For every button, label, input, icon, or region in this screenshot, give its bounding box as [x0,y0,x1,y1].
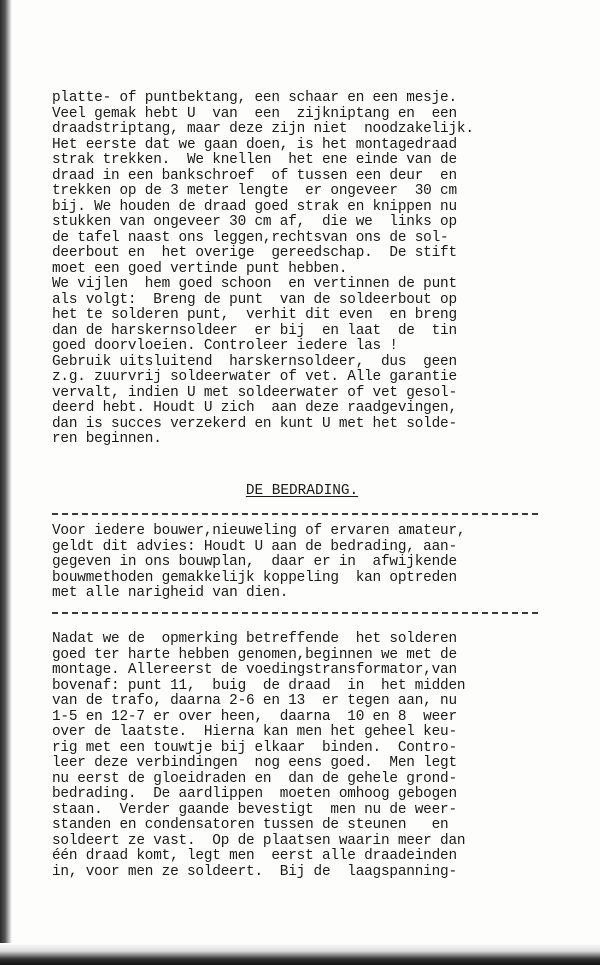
text-line: bedrading. De aardlippen moeten omhoog gebogen [52,786,457,802]
section-heading [52,483,552,499]
advice-top-dashed-rule [52,513,538,515]
text-line: met alle narigheid van dien. [52,585,289,601]
text-line: draadstriptang, maar deze zijn niet noodzakelijk. [52,121,474,137]
text-line: staan. Verder gaande bevestigt men nu de weer- [52,801,457,818]
text-line: stukken van ongeveer 30 cm af, die we links op [52,214,457,230]
text-line: als volgt: Breng de punt van de soldeerbout op [52,291,457,308]
section-heading-text: DE BEDRADING. [245,483,359,499]
text-line: van de trafo, daarna 2-6 en 13 er tegen aan, nu [52,693,457,709]
text-line: nu eerst de gloeidraden en dan de gehele grond- [52,770,457,787]
text-line: bovenaf: punt 11, buig de draad in het midden [52,677,466,694]
text-line: deerd hebt. Houdt U zich aan deze raadgevingen, [52,400,457,416]
text-line: goed ter harte hebben genomen,beginnen we met de [52,646,457,663]
text-line: dan is succes verzekerd en kunt U met het solde- [52,415,457,432]
text-line: leer deze verbindingen nog eens goed. Men legt [52,755,457,771]
text-line: de tafel naast ons leggen,rechtsvan ons de sol- [52,229,449,246]
text-line: in, voor men ze soldeert. Bij de laagspanning- [52,863,457,880]
text-line: over de laatste. Hierna kan men het geheel keu- [52,724,457,740]
text-line: Gebruik uitsluitend harskernsoldeer, dus geen [52,353,457,370]
text-line: één draad komt, legt men eerst alle draadeinden [52,848,457,864]
text-line: rig met een touwtje bij elkaar binden. Contro- [52,739,457,756]
text-line: moet een goed vertinde punt hebben. [52,260,348,277]
text-line: bij. We houden de draad goed strak en knippen nu [52,198,457,215]
text-line: Nadat we de opmerking betreffende het solderen [52,631,457,647]
text-line: 1-5 en 12-7 er over heen, daarna 10 en 8 weer [52,708,457,725]
text-line: trekken op de 3 meter lengte er ongeveer 30 cm [52,183,457,199]
text-line: dan de harskernsoldeer er bij en laat de tin [52,322,457,339]
text-line: We vijlen hem goed schoon en vertinnen de punt [52,276,457,292]
text-line: vervalt, indien U met soldeerwater of vet gesol- [52,384,457,401]
text-line: strak trekken. We knellen het ene einde van de [52,152,457,168]
text-line: goed doorvloeien. Controleer iedere las ! [52,338,398,354]
advice-box [52,524,552,602]
intro-paragraph [52,91,552,448]
text-line: standen en condensatoren tussen de steunen en [52,817,449,833]
page-left-shadow [0,0,12,965]
text-line: Het eerste dat we gaan doen, is het montagedraad [52,136,457,153]
text-line: z.g. zuurvrij soldeerwater of vet. Alle garantie [52,369,457,385]
text-line: Veel gemak hebt U van een zijkniptang en een [52,105,457,122]
wiring-paragraph [52,632,552,880]
page-bottom-shadow [0,943,600,965]
text-line: ren beginnen. [52,431,162,447]
text-line: het te solderen punt, verhit dit even en breng [52,307,457,323]
text-line: geldt dit advies: Houdt U aan de bedrading, aan- [52,538,457,555]
text-line: draad in een bankschroef of tussen een deur en [52,167,457,184]
text-line: platte- of puntbektang, een schaar en een mesje. [52,90,457,106]
text-line: soldeert ze vast. Op de plaatsen waarin meer dan [52,832,466,849]
advice-bottom-dashed-rule [52,612,538,614]
text-line: gegeven in ons bouwplan, daar er in afwijkende [52,554,457,570]
text-line: Voor iedere bouwer,nieuweling of ervaren amateur, [52,523,466,539]
text-line: deerbout en het overige gereedschap. De stift [52,245,457,261]
text-line: montage. Allereerst de voedingstransformator,van [52,662,457,678]
text-line: bouwmethoden gemakkelijk koppeling kan optreden [52,569,457,586]
